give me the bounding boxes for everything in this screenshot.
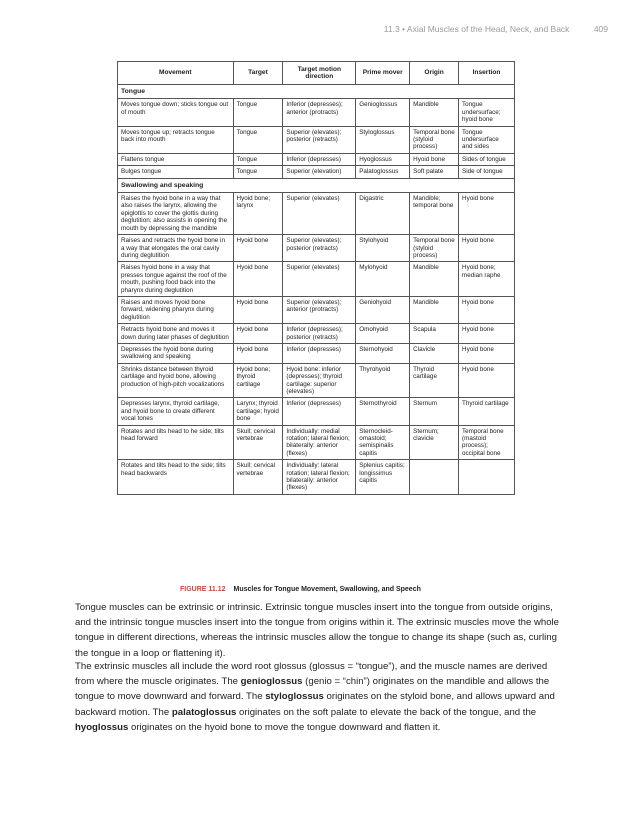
table-cell: Hyoid bone [459,296,515,323]
table-cell: Hyoglossus [356,153,410,165]
table-cell: Larynx; thyroid cartilage; hyoid bone [233,398,283,425]
text-run: originates on the soft palate to elevate the back of the tongue, and the [236,706,537,718]
table-cell: Thyroid cartilage [410,363,459,398]
table-cell: Retracts hyoid bone and moves it down during later phases of deglutition [118,324,234,344]
table-cell: Thyroid cartilage [459,398,515,425]
table-cell: Genioglossus [356,99,410,126]
text-run: originates on the hyoid bone to move the tongue downward and flatten it. [128,721,441,733]
figure-title: Muscles for Tongue Movement, Swallowing, and Speech [233,586,421,593]
paragraph-text: Tongue muscles can be extrinsic or intrinsic. Extrinsic tongue muscles insert into the tongue from outside origins, and the intrinsic tongue muscles insert into the tongue from origins within it. The extrinsic muscles move the whole tongue in different directions, whereas the intrinsic muscles allow the tongue to change its shape (such as, curling the tongue in a loop or flattening it). [75,602,560,659]
table-cell: Inferior (depresses) [283,343,356,363]
table-cell: Raises and moves hyoid bone forward, widening pharynx during deglutition [118,296,234,323]
table-cell: Individually: medial rotation; lateral flexion; bilaterally: anterior (flexes) [283,425,356,460]
table-cell [410,460,459,495]
table-cell: Temporal bone (styloid process) [410,235,459,262]
page-number: 409 [593,24,608,34]
table-cell: Moves tongue down; sticks tongue out of mouth [118,99,234,126]
table-cell: Sternum; clavicle [410,425,459,460]
table-row [118,126,515,153]
table-section-row [118,178,515,192]
paragraph-text [75,659,560,735]
table-cell: Temporal bone (styloid process) [410,126,459,153]
table-row [118,153,515,165]
table-cell: Inferior (depresses); anterior (protracts) [283,99,356,126]
table-cell: Superior (elevation) [283,166,356,178]
table-cell: Skull; cervical vertebrae [233,425,283,460]
term-genioglossus: genioglossus [240,676,303,688]
table-cell: Raises hyoid bone in a way that presses tongue against the roof of the mouth, pushing food back into the pharynx during deglutition [118,262,234,297]
table-cell: Flattens tongue [118,153,234,165]
table-cell: Rotates and tilts head to he side; tilts head forward [118,425,234,460]
column-header: Origin [410,62,459,85]
table-cell: Geniohyoid [356,296,410,323]
term-palatoglossus: palatoglossus [171,706,237,718]
term-styloglossus: styloglossus [265,691,324,703]
table-cell: Digastric [356,193,410,235]
table-cell: Hyoid bone; thyroid cartilage [233,363,283,398]
table-cell: Temporal bone (mastoid process); occipital bone [459,425,515,460]
table-cell: Mandible [410,262,459,297]
figure-caption [180,586,421,593]
table-cell: Raises the hyoid bone in a way that also raises the larynx, allowing the epiglottis to cover the glottis during deglutition; also assists in opening the mouth by depressing the mandible [118,193,234,235]
table-cell: Hyoid bone [459,343,515,363]
column-header: Movement [118,62,234,85]
table-cell: Depresses larynx, thyroid cartilage, and hyoid bone to create different vocal tones [118,398,234,425]
table-cell: Splenius capitis; longissimus capitis [356,460,410,495]
table-cell: Tongue [233,166,283,178]
table-cell: Omohyoid [356,324,410,344]
table-cell: Hyoid bone [233,235,283,262]
table-cell: Sides of tongue [459,153,515,165]
table-cell: Superior (elevates) [283,262,356,297]
table-cell: Hyoid bone; larynx [233,193,283,235]
table-cell: Inferior (depresses) [283,153,356,165]
table-cell: Hyoid bone [233,262,283,297]
table-cell: Bulges tongue [118,166,234,178]
table-cell: Rotates and tilts head to the side; tilts head backwards [118,460,234,495]
table-cell: Stylohyoid [356,235,410,262]
section-title: Swallowing and speaking [118,178,515,192]
table-cell: Mylohyoid [356,262,410,297]
table-cell: Soft palate [410,166,459,178]
table-cell: Palatoglossus [356,166,410,178]
table-cell: Hyoid bone [233,343,283,363]
table-cell: Sternohyoid [356,343,410,363]
table-row [118,398,515,425]
table-cell: Hyoid bone; median raphe [459,262,515,297]
table-cell: Moves tongue up; retracts tongue back into mouth [118,126,234,153]
muscles-table [117,61,515,495]
table-row [118,99,515,126]
table-cell: Superior (elevates); posterior (retracts) [283,126,356,153]
figure-label: FIGURE 11.12 [180,586,226,593]
table-cell: Side of tongue [459,166,515,178]
term-hyoglossus: hyoglossus [75,721,129,733]
table-cell: Hyoid bone [459,235,515,262]
table-cell: Mandible [410,99,459,126]
text-run: originates on the styloid bone, and allows upward and backward motion. The [75,691,555,718]
table-cell: Hyoid bone [410,153,459,165]
table-section-row [118,85,515,99]
text-run: The extrinsic muscles all include the word root glossus (glossus = “tongue”), and the muscle names are derived from where the muscle originates. The [75,661,548,688]
table-cell: Inferior (depresses) [283,398,356,425]
table-cell: Tongue undersurface and sides [459,126,515,153]
table-cell: Hyoid bone [233,296,283,323]
table-cell: Tongue [233,153,283,165]
header-section-title: 11.3 • Axial Muscles of the Head, Neck, and Back [383,24,570,34]
table-cell: Mandible [410,296,459,323]
table-cell: Mandible; temporal bone [410,193,459,235]
table-row [118,235,515,262]
table-cell: Superior (elevates); anterior (protracts) [283,296,356,323]
body-paragraph-1 [75,600,560,661]
table-cell: Hyoid bone [459,193,515,235]
table-cell [459,460,515,495]
body-paragraph-2 [75,659,560,735]
table-cell: Raises and retracts the hyoid bone in a way that elongates the oral cavity during deglutition [118,235,234,262]
table-row [118,460,515,495]
table-cell: Depresses the hyoid bone during swallowing and speaking [118,343,234,363]
table-cell: Skull; cervical vertebrae [233,460,283,495]
section-title: Tongue [118,85,515,99]
table-cell: Sternum [410,398,459,425]
table-row [118,193,515,235]
running-header [384,24,608,34]
table-cell: Sternothyroid [356,398,410,425]
table-cell: Inferior (depresses); posterior (retracts) [283,324,356,344]
table-cell: Tongue undersurface; hyoid bone [459,99,515,126]
table-cell: Hyoid bone [459,363,515,398]
table-body [118,85,515,495]
table-cell: Superior (elevates) [283,193,356,235]
table-cell: Clavicle [410,343,459,363]
table-row [118,343,515,363]
column-header: Target motion direction [283,62,356,85]
table-cell: Individually: lateral rotation; lateral flexion; bilaterally: anterior (flexes) [283,460,356,495]
table-cell: Superior (elevates); posterior (retracts) [283,235,356,262]
text-run: (genio = “chin”) originates on the mandible and allows the tongue to move downward and forward. The [75,676,550,703]
table-cell: Tongue [233,126,283,153]
table-row [118,166,515,178]
table-cell: Hyoid bone: inferior (depresses); thyroid cartilage: superior (elevates) [283,363,356,398]
column-header: Insertion [459,62,515,85]
table-cell: Sternocleid-omastoid; semispinalis capitis [356,425,410,460]
table-cell: Tongue [233,99,283,126]
table-cell: Shrinks distance between thyroid cartilage and hyoid bone, allowing production of high-pitch vocalizations [118,363,234,398]
column-header: Target [233,62,283,85]
table-cell: Scapula [410,324,459,344]
column-header: Prime mover [356,62,410,85]
table-row [118,425,515,460]
table-cell: Thyrohyoid [356,363,410,398]
table-cell: Hyoid bone [459,324,515,344]
table-row [118,262,515,297]
table-header-row [118,62,515,85]
table-cell: Hyoid bone [233,324,283,344]
table-row [118,296,515,323]
table-cell: Styloglossus [356,126,410,153]
table-row [118,324,515,344]
table-row [118,363,515,398]
